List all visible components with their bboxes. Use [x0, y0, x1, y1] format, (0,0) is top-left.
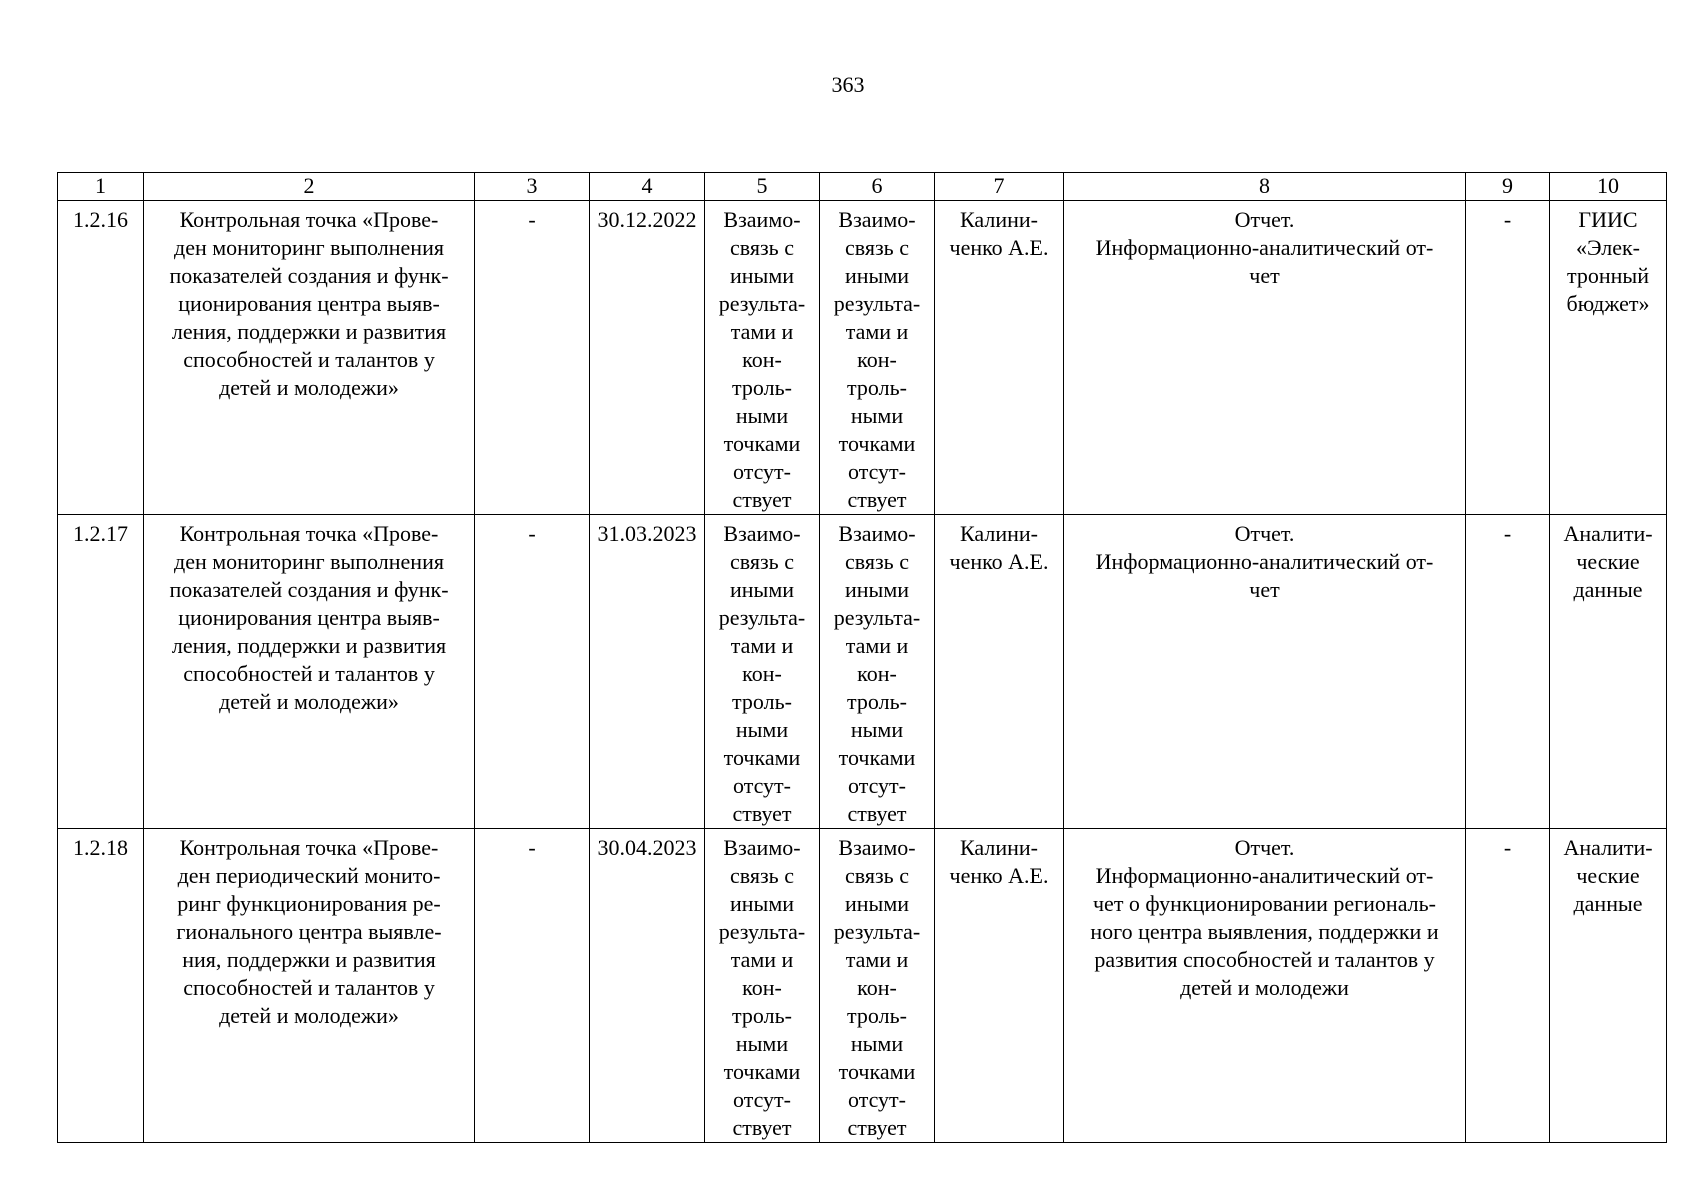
info-system: Аналити- ческие данные	[1550, 829, 1667, 1143]
relation-cell: Взаимо- связь с иными результа- тами и кон- троль- ными точками отсут- ствует	[820, 829, 935, 1143]
control-point-name: Контрольная точка «Прове- ден мониторинг выполнения показателей создания и функ- ционирования центра выяв- ления, поддержки и развития способностей и талантов у детей и молодежи»	[144, 515, 475, 829]
table-header-row	[58, 173, 1667, 201]
table-row	[58, 829, 1667, 1143]
row-number: 1.2.17	[58, 515, 144, 829]
relation-cell: Взаимо- связь с иными результа- тами и кон- троль- ными точками отсут- ствует	[705, 515, 820, 829]
previous-point: -	[475, 829, 590, 1143]
table-row	[58, 201, 1667, 515]
info-system: ГИИС «Элек- тронный бюджет»	[1550, 201, 1667, 515]
page-number: 363	[831, 72, 865, 97]
relation-cell: Взаимо- связь с иными результа- тами и кон- троль- ными точками отсут- ствует	[705, 829, 820, 1143]
due-date: 30.12.2022	[590, 201, 705, 515]
previous-point: -	[475, 201, 590, 515]
result-description: Отчет. Информационно-аналитический от- чет о функционировании региональ- ного центра выявления, поддержки и развития способностей и талантов у детей и молодежи	[1064, 829, 1466, 1143]
due-date: 30.04.2023	[590, 829, 705, 1143]
column-header: 2	[144, 173, 475, 201]
column-header: 9	[1466, 173, 1550, 201]
info-system: Аналити- ческие данные	[1550, 515, 1667, 829]
control-points-table	[57, 172, 1667, 1143]
column-header: 4	[590, 173, 705, 201]
row-number: 1.2.16	[58, 201, 144, 515]
level-cell: -	[1466, 201, 1550, 515]
relation-cell: Взаимо- связь с иными результа- тами и кон- троль- ными точками отсут- ствует	[820, 515, 935, 829]
due-date: 31.03.2023	[590, 515, 705, 829]
responsible-person: Калини- ченко А.Е.	[935, 515, 1064, 829]
control-point-name: Контрольная точка «Прове- ден мониторинг выполнения показателей создания и функ- ционирования центра выяв- ления, поддержки и развития способностей и талантов у детей и молодежи»	[144, 201, 475, 515]
responsible-person: Калини- ченко А.Е.	[935, 201, 1064, 515]
relation-cell: Взаимо- связь с иными результа- тами и кон- троль- ными точками отсут- ствует	[820, 201, 935, 515]
responsible-person: Калини- ченко А.Е.	[935, 829, 1064, 1143]
level-cell: -	[1466, 829, 1550, 1143]
previous-point: -	[475, 515, 590, 829]
row-number: 1.2.18	[58, 829, 144, 1143]
column-header: 3	[475, 173, 590, 201]
column-header: 8	[1064, 173, 1466, 201]
column-header: 6	[820, 173, 935, 201]
column-header: 5	[705, 173, 820, 201]
relation-cell: Взаимо- связь с иными результа- тами и кон- троль- ными точками отсут- ствует	[705, 201, 820, 515]
result-description: Отчет. Информационно-аналитический от- чет	[1064, 201, 1466, 515]
column-header: 10	[1550, 173, 1667, 201]
level-cell: -	[1466, 515, 1550, 829]
control-point-name: Контрольная точка «Прове- ден периодический монито- ринг функционирования ре- гионального центра выявле- ния, поддержки и развития способностей и талантов у детей и молодежи»	[144, 829, 475, 1143]
column-header: 7	[935, 173, 1064, 201]
column-header: 1	[58, 173, 144, 201]
table-row	[58, 515, 1667, 829]
result-description: Отчет. Информационно-аналитический от- чет	[1064, 515, 1466, 829]
